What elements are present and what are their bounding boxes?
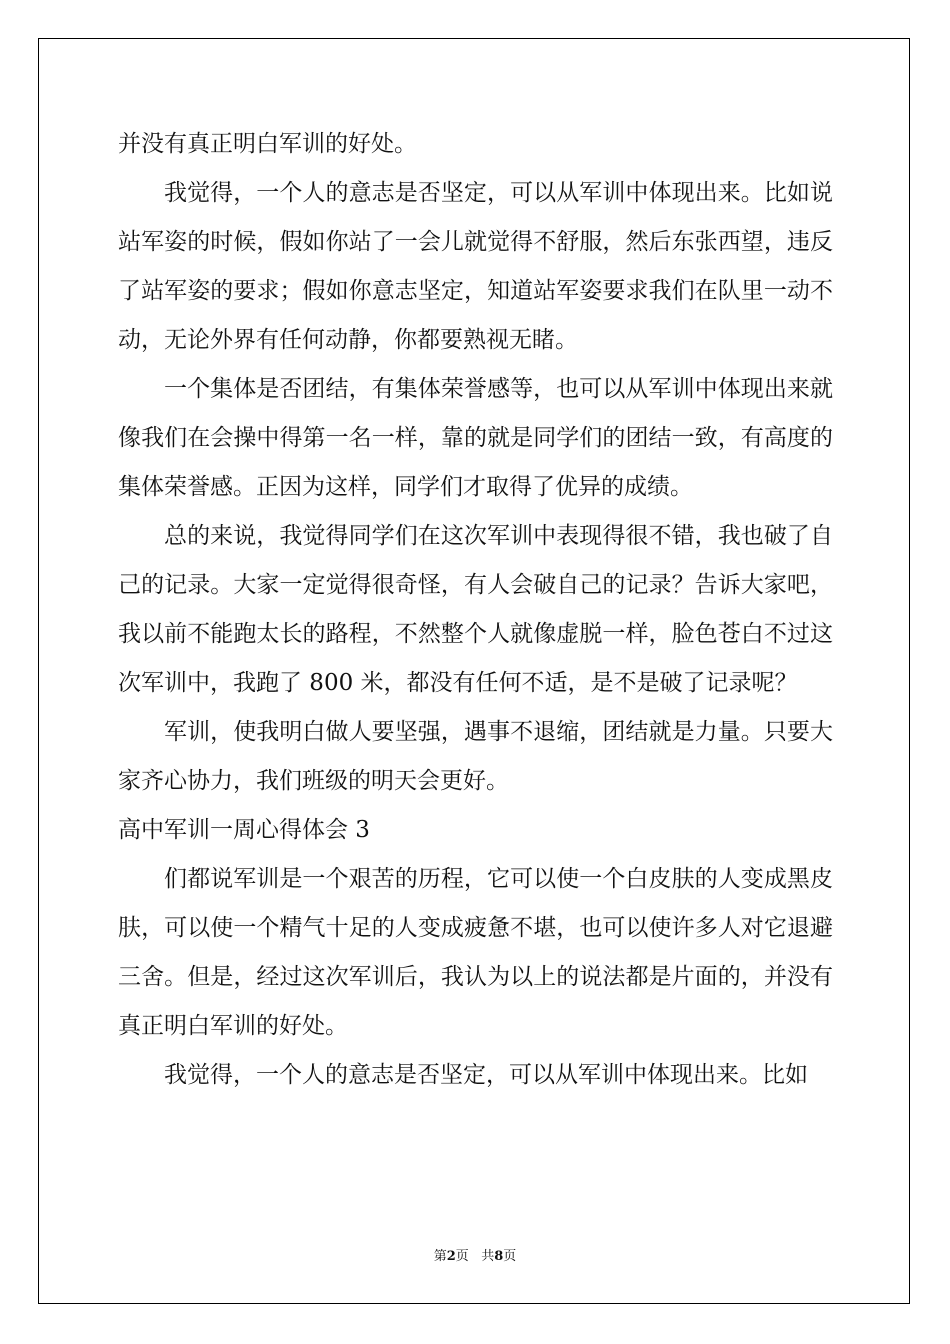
page-suffix: 页: [455, 1249, 469, 1264]
page-number: 2: [446, 1249, 456, 1264]
paragraph-2: 我觉得，一个人的意志是否坚定，可以从军训中体现出来。比如说站军姿的时候，假如你站了一会儿就觉得不舒服，然后东张西望，违反了站军姿的要求；假如你意志坚定，知道站军姿要求我们在队里一动不动，无论外界有任何动静，你都要熟视无睹。: [118, 180, 833, 353]
paragraph-4: 总的来说，我觉得同学们在这次军训中表现得很不错，我也破了自己的记录。大家一定觉得很奇怪，有人会破自己的记录？告诉大家吧，我以前不能跑太长的路程，不然整个人就像虚脱一样，脸色苍白不过这次军训中，我跑了 800 米，都没有任何不适，是不是破了记录呢？: [118, 523, 833, 696]
total-pages: 8: [494, 1249, 504, 1264]
page-footer: [0, 1245, 950, 1264]
paragraph-6: 们都说军训是一个艰苦的历程，它可以使一个白皮肤的人变成黑皮肤，可以使一个精气十足的人变成疲惫不堪，也可以使许多人对它退避三舍。但是，经过这次军训后，我认为以上的说法都是片面的，并没有真正明白军训的好处。: [118, 866, 833, 1039]
total-suffix: 页: [503, 1249, 517, 1264]
total-prefix: 共: [481, 1249, 495, 1264]
section-heading: 高中军训一周心得体会 3: [118, 817, 370, 843]
page-prefix: 第: [433, 1249, 447, 1264]
paragraph-7: 我觉得，一个人的意志是否坚定，可以从军训中体现出来。比如: [164, 1062, 808, 1088]
paragraph-5: 军训，使我明白做人要坚强，遇事不退缩，团结就是力量。只要大家齐心协力，我们班级的明天会更好。: [118, 719, 833, 794]
document-body: [118, 120, 833, 1100]
paragraph-3: 一个集体是否团结，有集体荣誉感等，也可以从军训中体现出来就像我们在会操中得第一名一样，靠的就是同学们的团结一致，有高度的集体荣誉感。正因为这样，同学们才取得了优异的成绩。: [118, 376, 833, 500]
paragraph-1: 并没有真正明白军训的好处。: [118, 131, 417, 157]
